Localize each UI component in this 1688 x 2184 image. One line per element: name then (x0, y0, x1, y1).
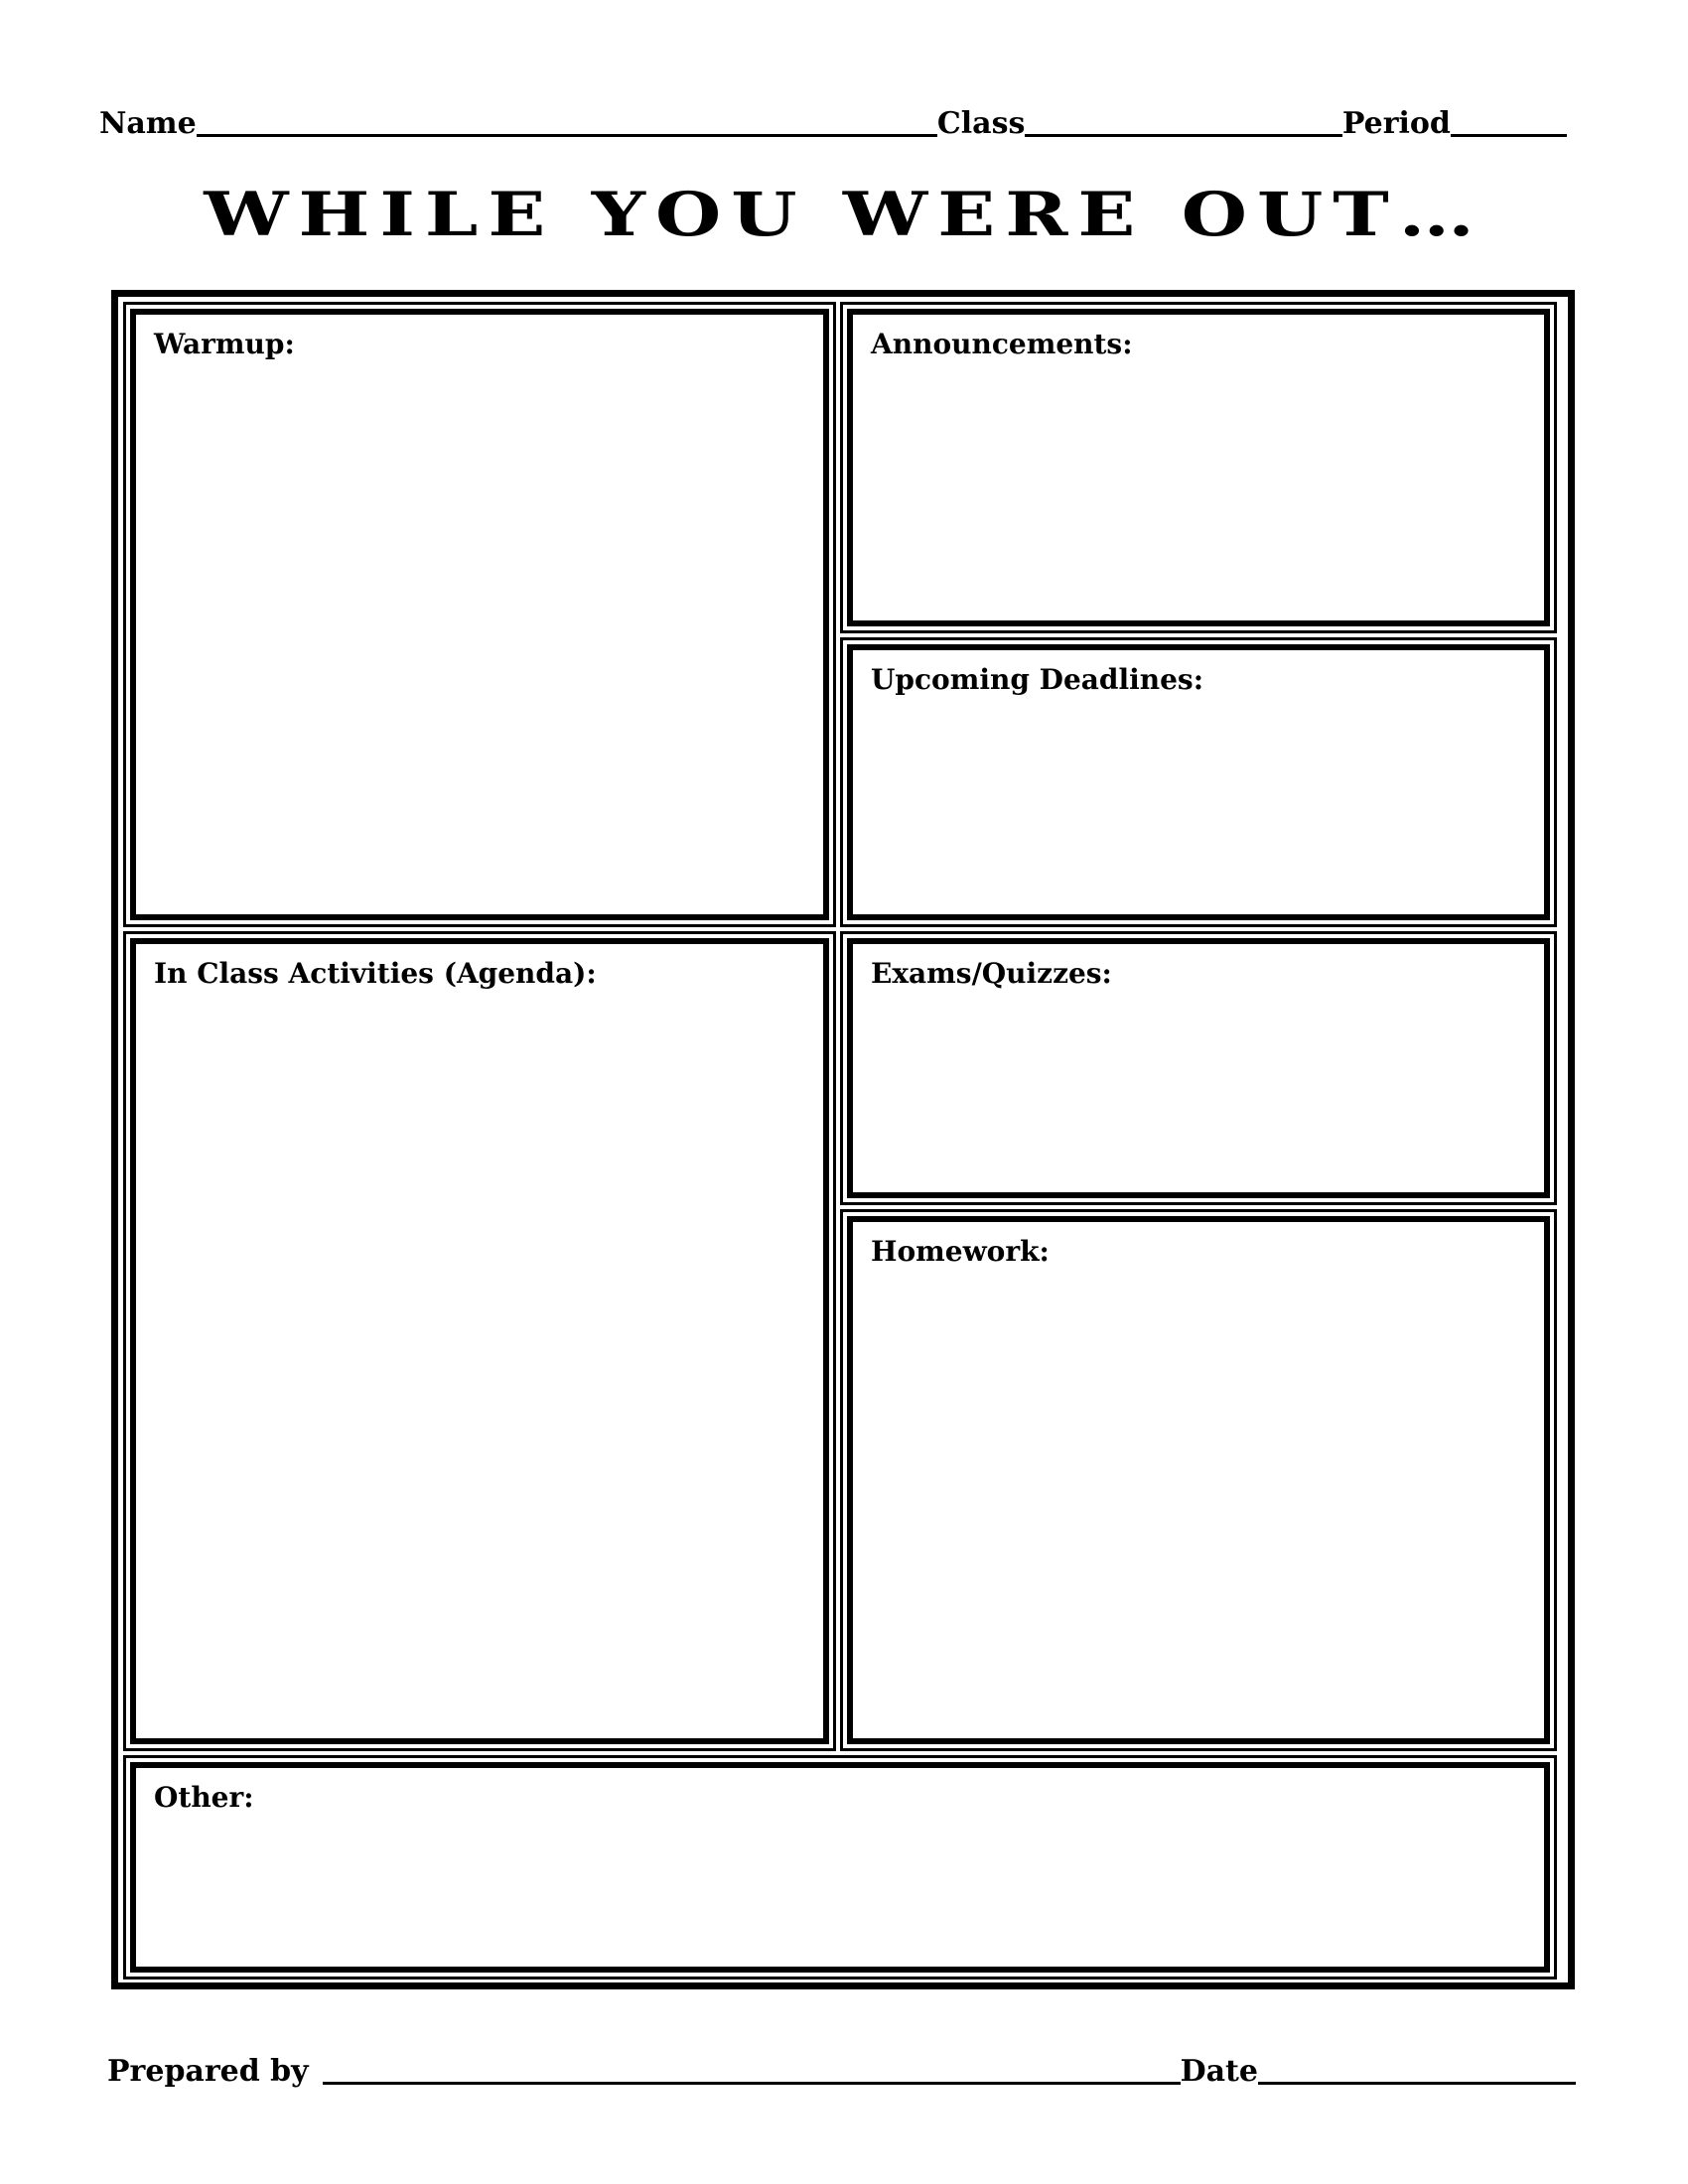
period-label: Period (1341, 106, 1451, 141)
footer-fields (107, 2045, 1577, 2087)
upcoming-deadlines-label: Upcoming Deadlines: (871, 663, 1204, 696)
class-label: Class (936, 106, 1026, 141)
in-class-activities-box[interactable] (130, 938, 829, 1744)
name-label: Name (99, 106, 197, 141)
exams-quizzes-box[interactable] (847, 938, 1550, 1198)
period-field[interactable] (1451, 134, 1567, 137)
name-field[interactable] (197, 134, 937, 137)
prepared-by-label: Prepared by (107, 2054, 309, 2089)
date-field[interactable] (1258, 2082, 1576, 2085)
prepared-by-field[interactable] (323, 2082, 1181, 2085)
exams-quizzes-label: Exams/Quizzes: (871, 957, 1112, 990)
page-title: WHILE YOU WERE OUT… (204, 179, 1484, 250)
warmup-label: Warmup: (154, 328, 295, 360)
in-class-activities-label: In Class Activities (Agenda): (154, 957, 597, 990)
date-label: Date (1180, 2054, 1258, 2089)
class-field[interactable] (1025, 134, 1342, 137)
announcements-box[interactable] (847, 309, 1550, 626)
warmup-box[interactable] (130, 309, 829, 920)
other-box[interactable] (130, 1762, 1550, 1973)
other-label: Other: (154, 1781, 254, 1814)
announcements-label: Announcements: (871, 328, 1133, 360)
homework-box[interactable] (847, 1216, 1550, 1744)
homework-label: Homework: (871, 1235, 1050, 1268)
upcoming-deadlines-box[interactable] (847, 644, 1550, 920)
header-fields (99, 99, 1567, 139)
form-frame (111, 290, 1575, 1989)
